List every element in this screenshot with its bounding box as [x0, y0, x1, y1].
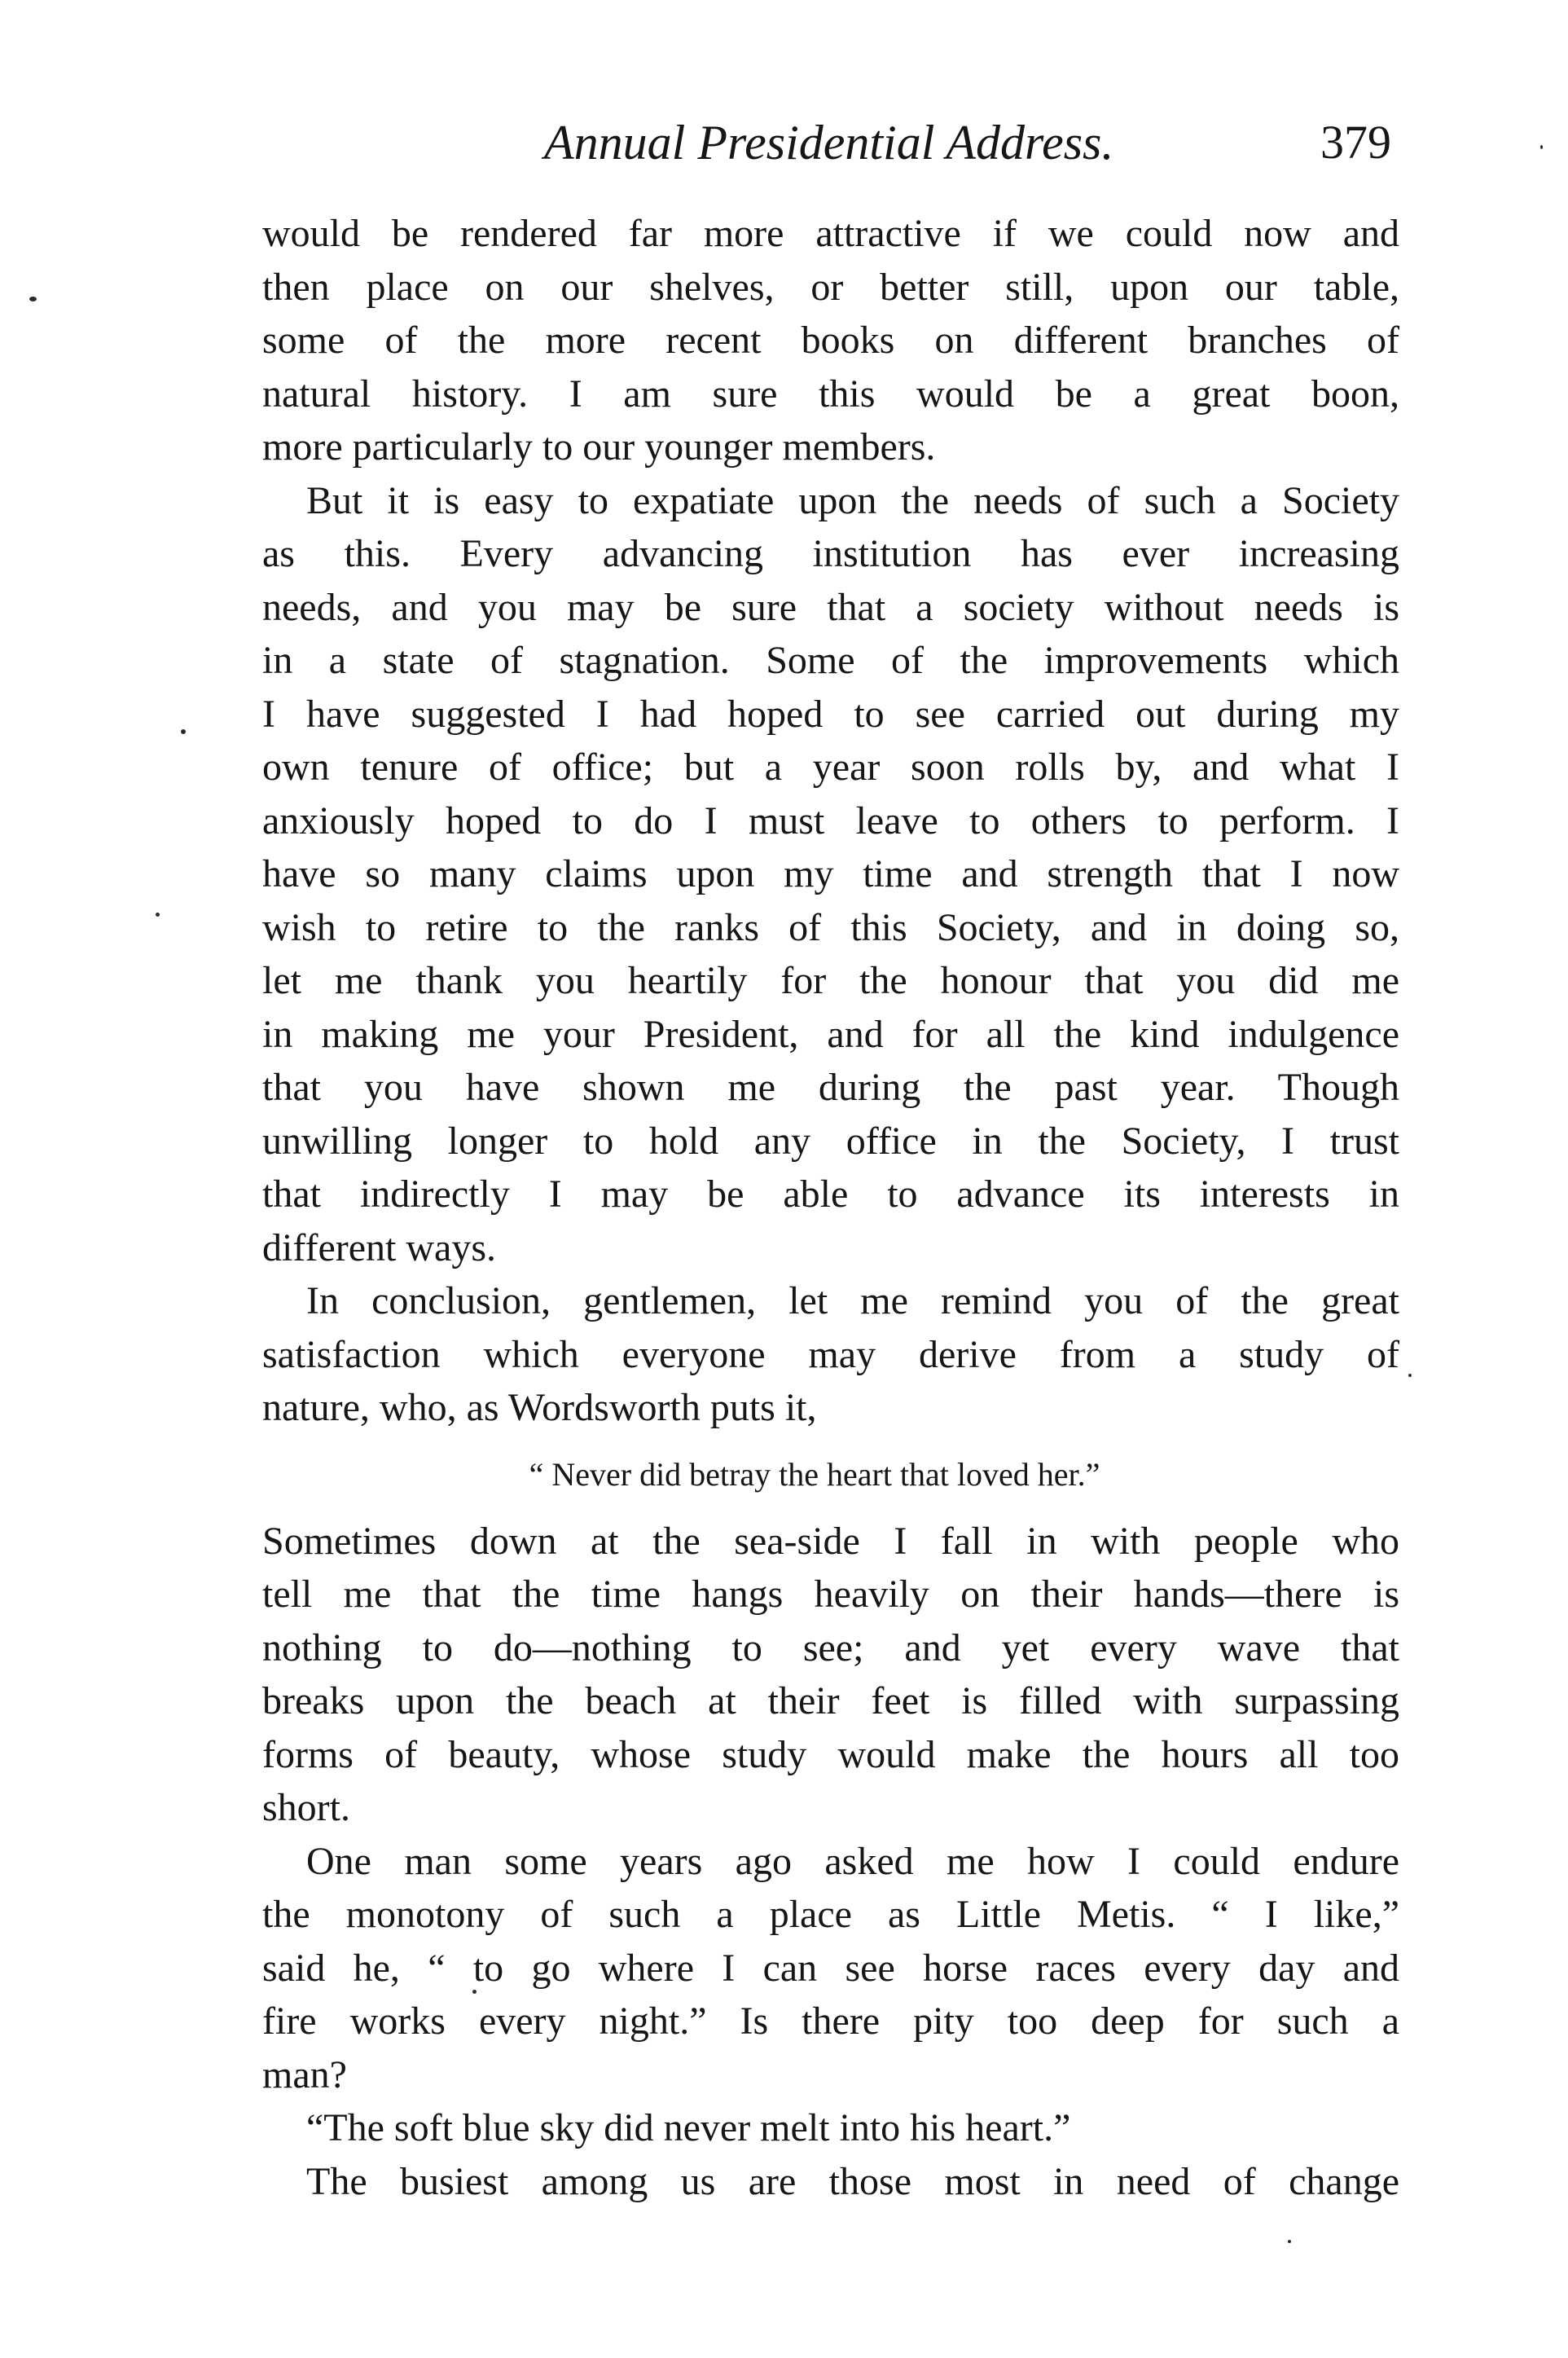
text-line: Sometimes down at the sea-side I fall in with people who — [262, 1519, 1399, 1563]
text-line: The busiest among us are those most in need of change — [306, 2159, 1399, 2203]
text-line: would be rendered far more attractive if we could now and — [262, 212, 1399, 255]
text-line: tell me that the time hangs heavily on their hands—there is — [262, 1573, 1399, 1616]
text-line: breaks upon the beach at their feet is filled with surpassing — [262, 1679, 1399, 1722]
text-line: anxiously hoped to do I must leave to others to perform. I — [262, 798, 1399, 842]
text-line: nature, who, as Wordsworth puts it, — [262, 1386, 817, 1429]
running-title: Annual Presidential Address. — [544, 116, 1114, 169]
text-line: natural history. I am sure this would be a great boon, — [262, 372, 1399, 416]
text-line: the monotony of such a place as Little Metis. “ I like,” — [262, 1893, 1399, 1936]
text-line: nothing to do—nothing to see; and yet every wave that — [262, 1626, 1399, 1670]
body-text — [262, 207, 1399, 2208]
scan-speck — [181, 729, 186, 734]
verse-quote-inline: “The soft blue sky did never melt into his heart.” — [306, 2106, 1071, 2149]
text-line: One man some years ago asked me how I could endure — [306, 1839, 1399, 1883]
spacer — [262, 1503, 1399, 1515]
text-line: short. — [262, 1786, 350, 1829]
text-line: said he, “ to go where I can see horse races every day and — [262, 1946, 1399, 1990]
text-line: in a state of stagnation. Some of the improvements which — [262, 639, 1399, 682]
text-line: in making me your President, and for all the kind indulgence — [262, 1012, 1399, 1056]
text-line: In conclusion, gentlemen, let me remind you of the great — [306, 1279, 1399, 1322]
text-line: unwilling longer to hold any office in the Society, I trust — [262, 1119, 1399, 1163]
text-line: I have suggested I had hoped to see carried out during my — [262, 692, 1399, 736]
text-line: fire works every night.” Is there pity too deep for such a — [262, 1999, 1399, 2043]
text-line: more particularly to our younger members. — [262, 425, 936, 469]
text-line: wish to retire to the ranks of this Society, and in doing so, — [262, 905, 1399, 949]
text-line: let me thank you heartily for the honour that you did me — [262, 959, 1399, 1002]
text-line: that indirectly I may be able to advance its interests in — [262, 1172, 1399, 1216]
scan-speck — [472, 1990, 477, 1994]
scan-speck — [1408, 1374, 1412, 1377]
scan-speck — [1288, 2240, 1291, 2243]
text-line: own tenure of office; but a year soon rolls by, and what I — [262, 746, 1399, 789]
scan-speck — [156, 913, 160, 917]
text-line: satisfaction which everyone may derive from a study of — [262, 1332, 1399, 1376]
text-line: have so many claims upon my time and strength that I now — [262, 852, 1399, 895]
text-line: as this. Every advancing institution has ever increasing — [262, 532, 1399, 575]
text-line: needs, and you may be sure that a society without needs is — [262, 585, 1399, 629]
text-line: then place on our shelves, or better still, upon our table, — [262, 265, 1399, 309]
text-line: different ways. — [262, 1225, 497, 1269]
page-header — [262, 110, 1399, 175]
verse-quote: “ Never did betray the heart that loved her.” — [529, 1455, 1100, 1493]
page-number: 379 — [1320, 116, 1391, 169]
scan-speck — [1540, 145, 1543, 149]
text-line: But it is easy to expatiate upon the needs of such a Society — [306, 478, 1399, 522]
text-line: that you have shown me during the past year. Though — [262, 1066, 1399, 1109]
text-line: man? — [262, 2052, 347, 2096]
text-line: forms of beauty, whose study would make the hours all too — [262, 1732, 1399, 1776]
scan-speck — [29, 297, 37, 301]
spacer — [262, 1435, 1399, 1446]
text-line: some of the more recent books on different branches of — [262, 319, 1399, 362]
